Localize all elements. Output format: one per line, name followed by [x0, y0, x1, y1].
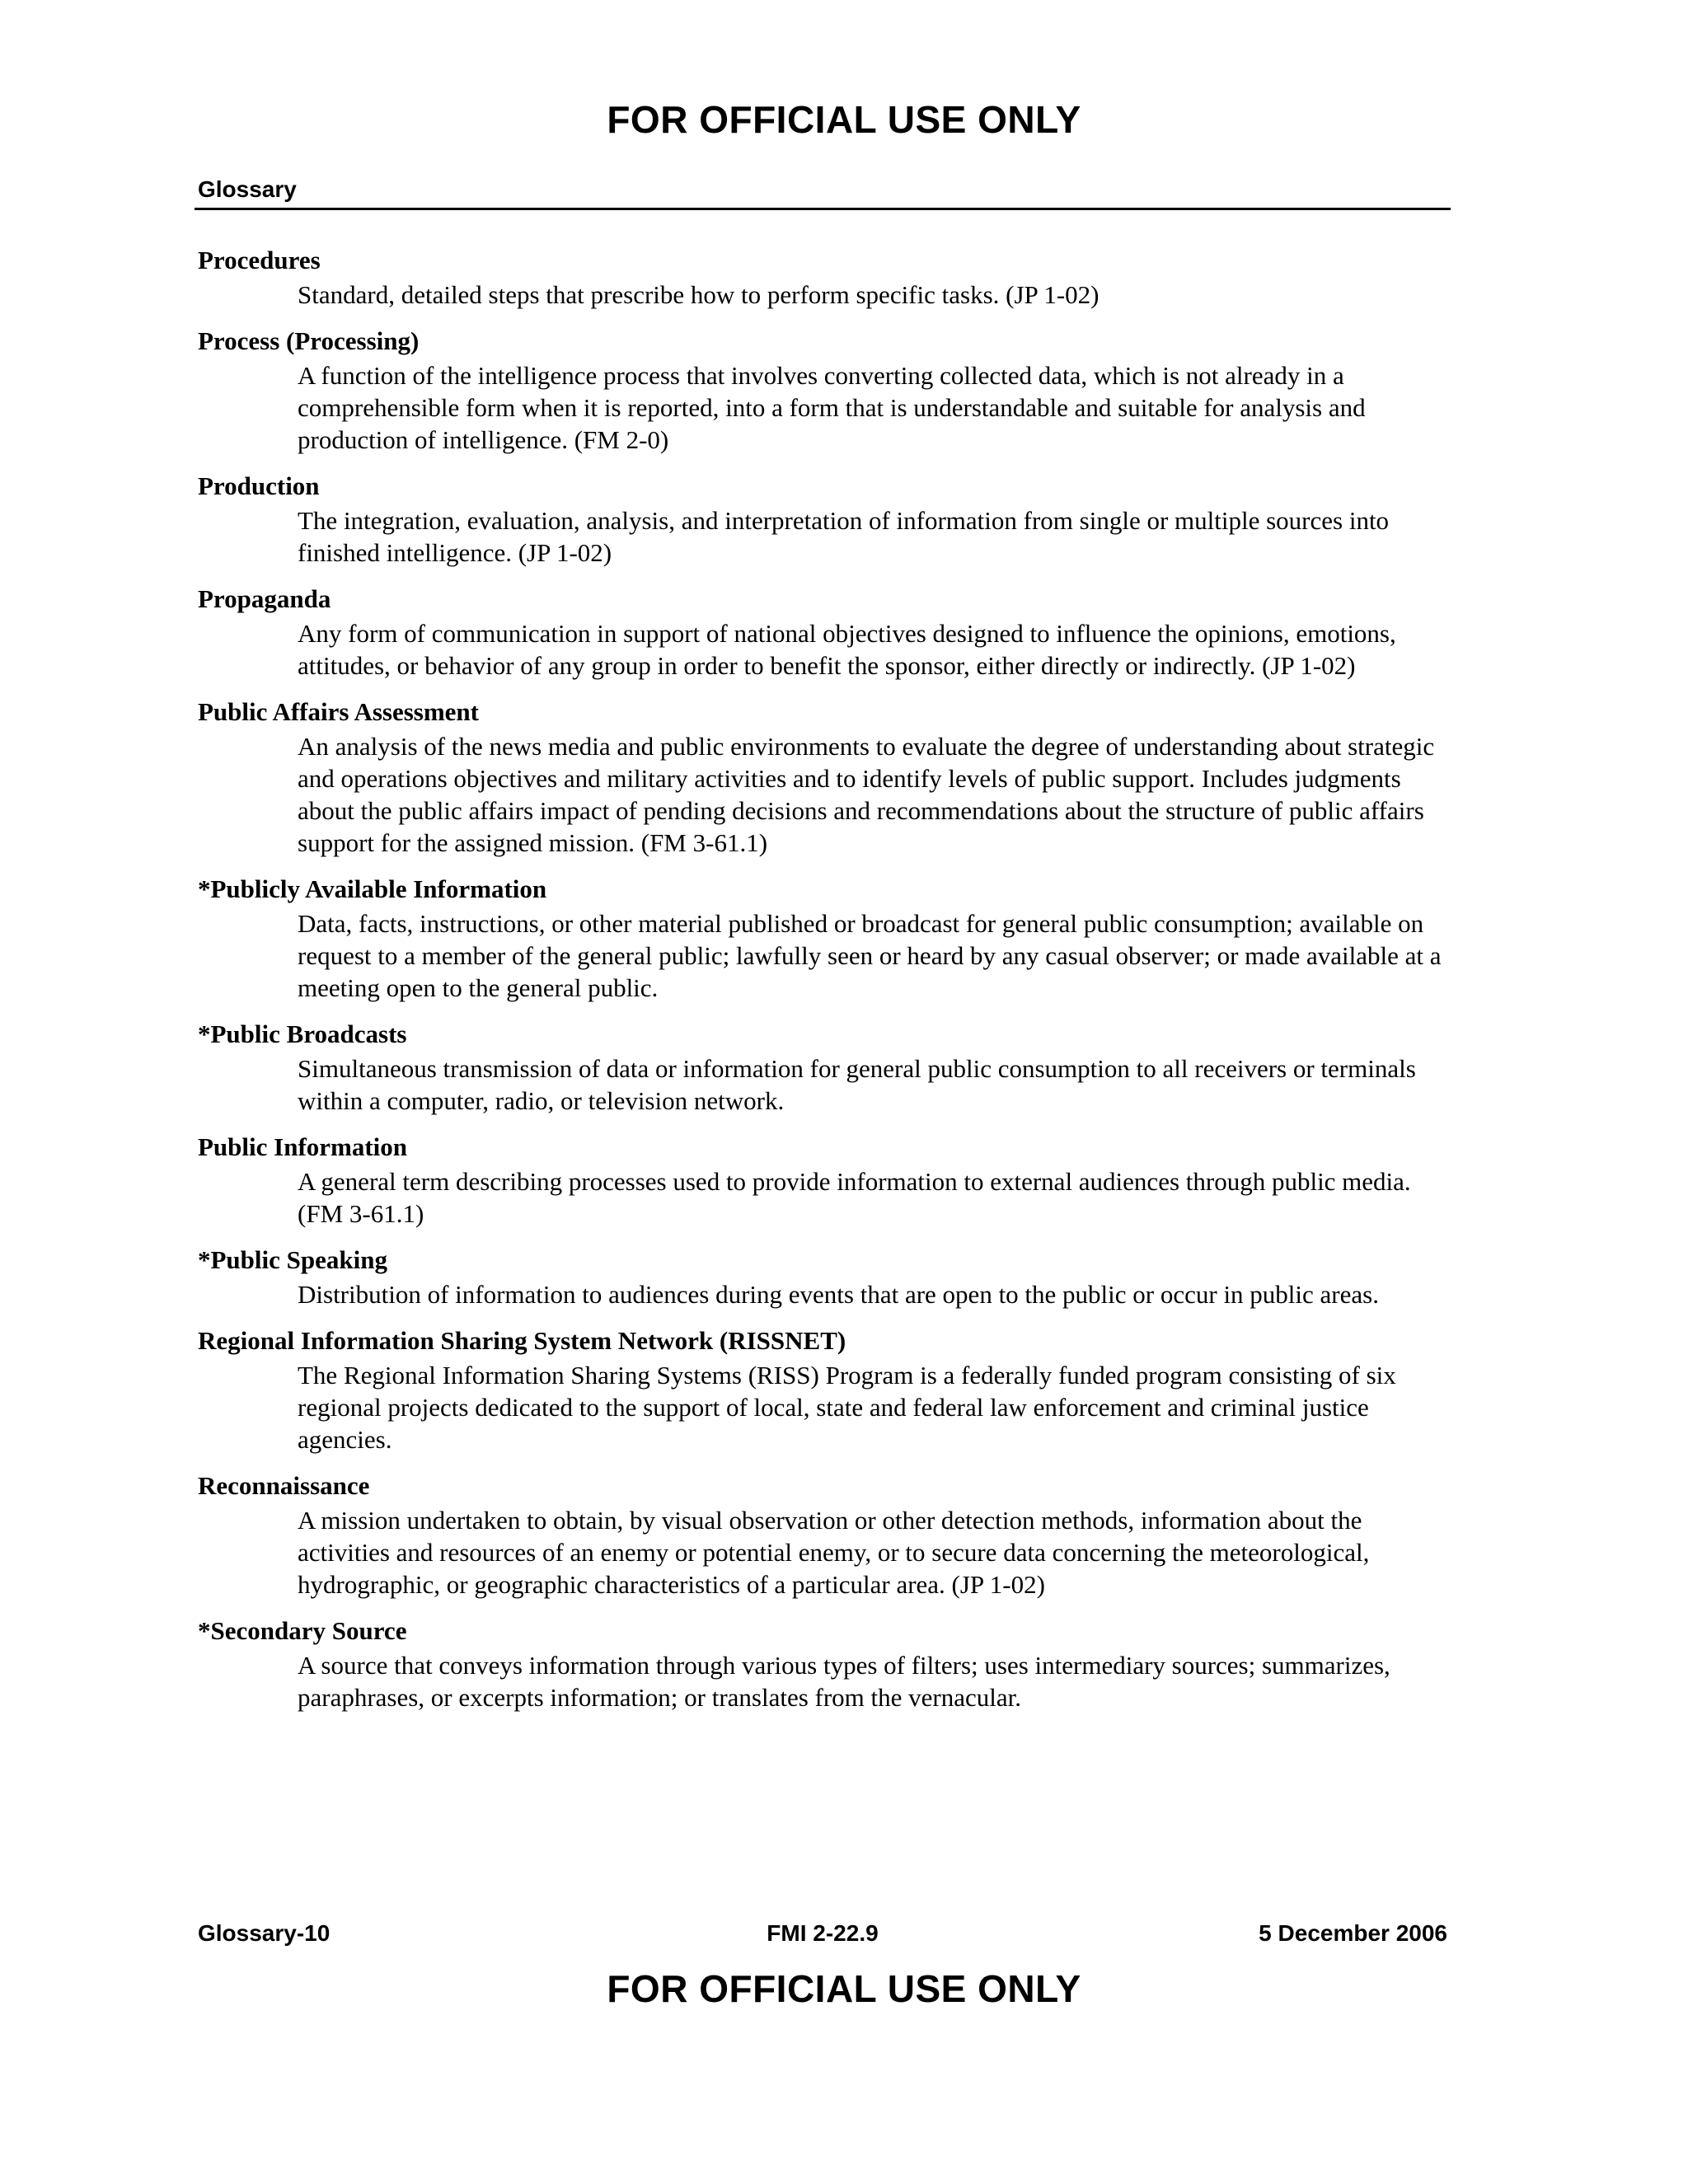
header-rule: [195, 208, 1451, 210]
glossary-entry: [198, 1244, 1451, 1310]
glossary-term: *Public Speaking: [198, 1245, 387, 1274]
glossary-term: Production: [198, 471, 320, 500]
glossary-definition: The integration, evaluation, analysis, and interpretation of information from single or multiple sources into finished intelligence. (JP 1-02): [298, 506, 1390, 567]
glossary-term: Public Information: [198, 1132, 408, 1161]
glossary-definition: An analysis of the news media and public environments to evaluate the degree of understanding about strategic and operations objectives and military activities and to identify levels of public support. Includes judgments about the public affairs impact of pending decisions and recommendations about the structure of public affairs support for the assigned mission. (FM 3-61.1): [298, 732, 1435, 857]
glossary-entry: [198, 1131, 1451, 1230]
glossary-entry: [198, 325, 1451, 456]
page-footer: [198, 1920, 1447, 1953]
glossary-definition: Data, facts, instructions, or other material published or broadcast for general public consumption; available on request to a member of the general public; lawfully seen or heard by any casual observer; or made available at a meeting open to the general public.: [298, 909, 1442, 1002]
footer-document-id: FMI 2-22.9: [767, 1920, 879, 1946]
glossary-term: Procedures: [198, 246, 321, 274]
glossary-term: *Public Broadcasts: [198, 1019, 407, 1048]
glossary-entry: [198, 1018, 1451, 1117]
glossary-entry: [198, 1615, 1451, 1713]
glossary-entry: [198, 583, 1451, 682]
glossary-term: Reconnaissance: [198, 1471, 370, 1500]
security-marking-top: FOR OFFICIAL USE ONLY: [607, 98, 1081, 141]
glossary-term: Process (Processing): [198, 326, 420, 355]
glossary-definition: Any form of communication in support of national objectives designed to influence the opinions, emotions, attitudes, or behavior of any group in order to benefit the sponsor, either directly or indirectly. (JP 1-02): [298, 619, 1396, 680]
glossary-definition: The Regional Information Sharing Systems (RISS) Program is a federally funded program consisting of six regional projects dedicated to the support of local, state and federal law enforcement and criminal justice agencies.: [298, 1361, 1396, 1454]
glossary-term: Public Affairs Assessment: [198, 697, 479, 726]
glossary-entry: [198, 1324, 1451, 1455]
glossary-entry: [198, 244, 1451, 311]
glossary-entry: [198, 696, 1451, 859]
glossary-term: Propaganda: [198, 584, 331, 613]
glossary-definition: A function of the intelligence process that involves converting collected data, which is not already in a comprehensible form when it is reported, into a form that is understandable and suitable for analysis and production of intelligence. (FM 2-0): [298, 361, 1366, 454]
footer-date: 5 December 2006: [1259, 1920, 1447, 1946]
glossary-definition: Simultaneous transmission of data or information for general public consumption to all receivers or terminals within a computer, radio, or television network.: [298, 1054, 1416, 1115]
section-header: Glossary: [198, 176, 297, 202]
glossary-definition: A general term describing processes used to provide information to external audiences through public media. (FM 3-61.1): [298, 1167, 1411, 1228]
glossary-definition: Distribution of information to audiences during events that are open to the public or occur in public areas.: [298, 1280, 1379, 1309]
glossary-term: Regional Information Sharing System Network (RISSNET): [198, 1326, 846, 1355]
glossary-term: *Publicly Available Information: [198, 874, 547, 903]
glossary-entry: [198, 1469, 1451, 1601]
glossary-list: [198, 244, 1451, 1727]
footer-page-number: Glossary-10: [198, 1920, 331, 1946]
glossary-definition: A source that conveys information through various types of filters; uses intermediary sources; summarizes, paraphrases, or excerpts information; or translates from the vernacular.: [298, 1651, 1390, 1712]
glossary-entry: [198, 873, 1451, 1004]
glossary-definition: A mission undertaken to obtain, by visual observation or other detection methods, information about the activities and resources of an enemy or potential enemy, or to secure data concerning the meteorological, hydrographic, or geographic characteristics of a particular area. (JP 1-02): [298, 1506, 1370, 1599]
glossary-term: *Secondary Source: [198, 1616, 407, 1645]
glossary-entry: [198, 470, 1451, 569]
security-marking-bottom: FOR OFFICIAL USE ONLY: [607, 1967, 1081, 2010]
glossary-definition: Standard, detailed steps that prescribe how to perform specific tasks. (JP 1-02): [298, 280, 1100, 309]
